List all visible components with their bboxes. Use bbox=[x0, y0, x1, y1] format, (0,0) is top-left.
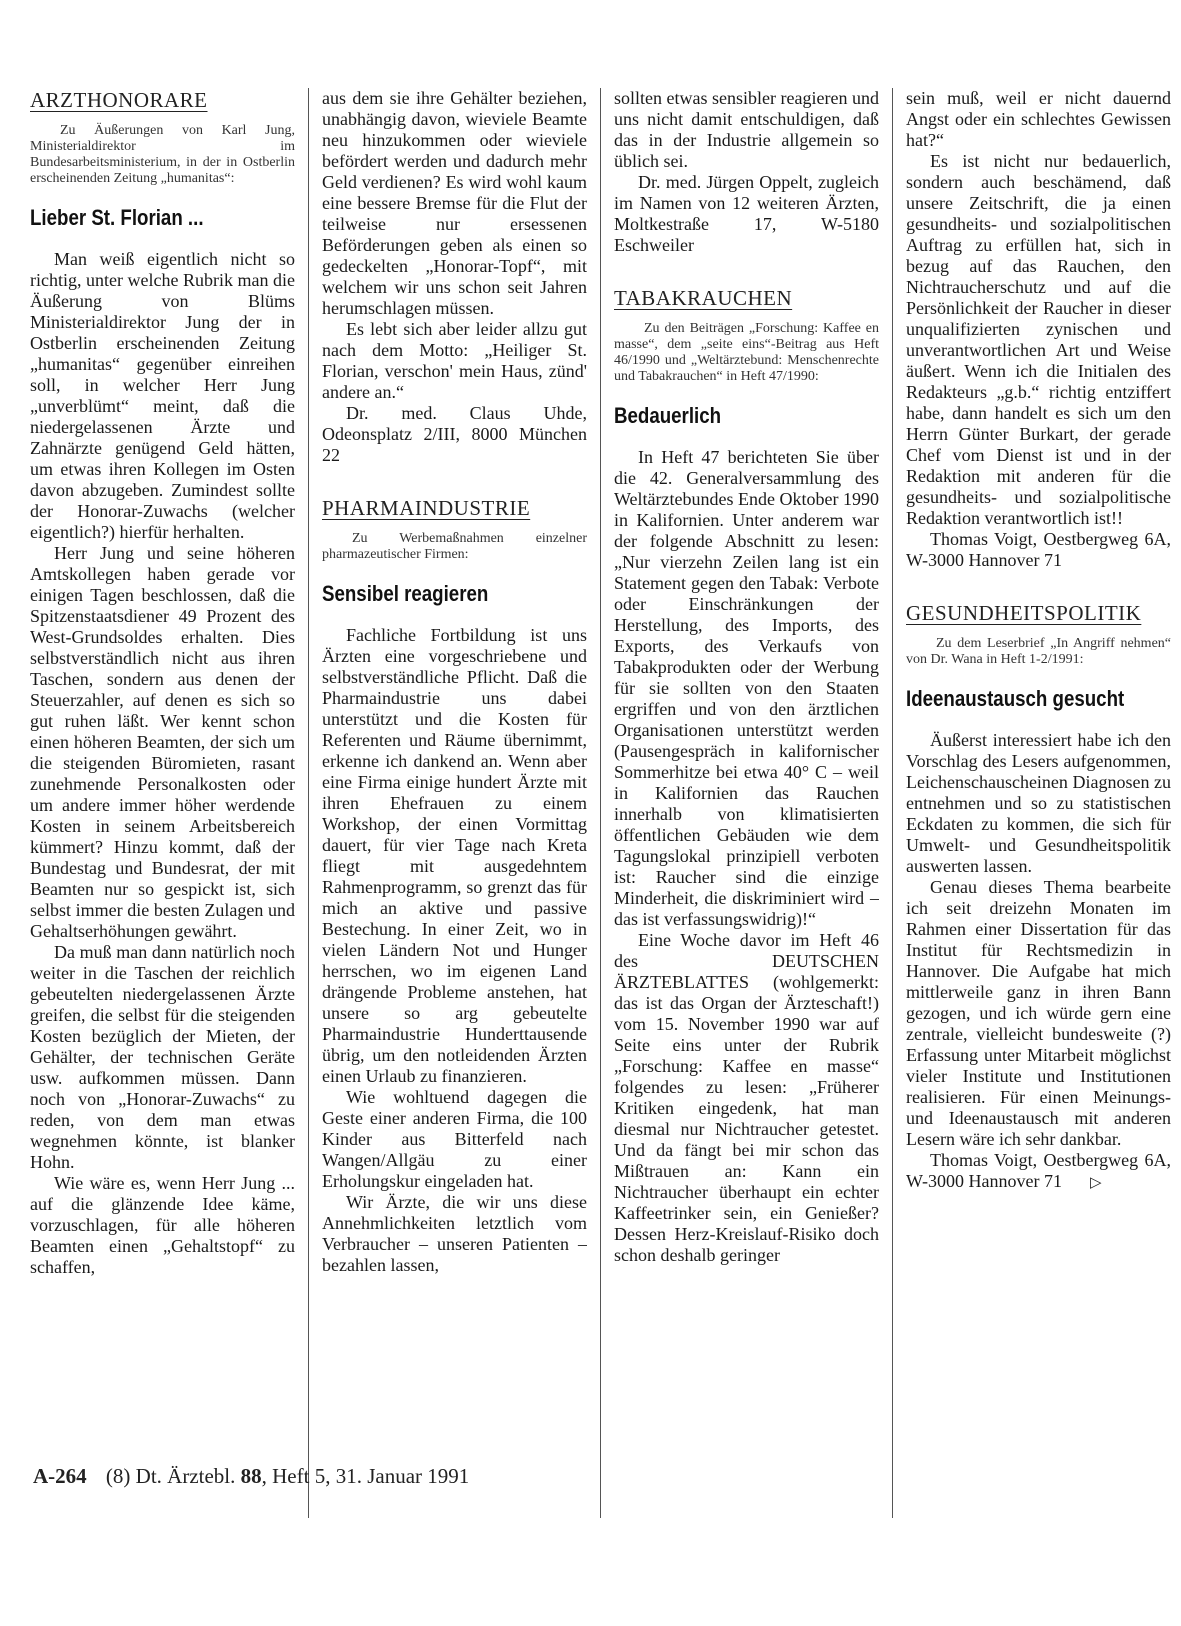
paragraph: Wir Ärzte, die wir uns diese Annehmlichkeiten letztlich vom Verbraucher – unseren Patienten – bezahlen lassen, bbox=[322, 1192, 587, 1275]
column-divider bbox=[308, 88, 309, 1518]
paragraph: Es ist nicht nur bedauerlich, sondern auch beschämend, daß unsere Zeitschrift, die ja einen gesundheits- und sozialpolitischen Auftrag zu erfüllen hat, sich in bezug auf das Rauchen, den Nichtraucherschutz und auf die Persönlichkeit der Raucher in dieser unqualifizierten zynischen und unverantwortlichen Art und Weise äußert. Wenn ich die Initialen des Redakteurs „g.b.“ richtig entziffert habe, dann handelt es sich um den Herrn Günter Burkart, der gerade Chef vom Dienst ist und in der Redaktion mit anderen für die gesundheits- und sozialpolitische Redaktion verantwortlich ist!! bbox=[906, 151, 1171, 528]
column-1 bbox=[30, 88, 295, 1518]
paragraph: sollten etwas sensibler reagieren und uns nicht damit entschuldigen, daß das in der Industrie allgemein so üblich sei. bbox=[614, 88, 879, 171]
column-2 bbox=[322, 88, 587, 1518]
paragraph: In Heft 47 berichteten Sie über die 42. Generalversammlung des Weltärztebundes Ende Oktober 1990 in Kalifornien. Unter anderem war der folgende Abschnitt zu lesen: „Nur vierzehn Zeilen lang ist ein Statement gegen den Tabak: Verbote oder Einschränkungen der Herstellung, des Imports, des Exports, des Verkaufs von Tabakprodukten oder der Werbung für sie sollten von den Staaten ergriffen und von den ärztlichen Organisationen unterstützt werden (Pausengespräch in kalifornischer Sommerhitze bei etwa 40° C – weil in Kalifornien das Rauchen innerhalb von klimatisierten öffentlichen Gebäuden wie dem Tagungslokal prinzipiell verboten ist: Raucher sind die einzige Minderheit, die diskriminiert wird – das ist verfassungswidrig)!“ bbox=[614, 447, 879, 929]
paragraph: Wie wohltuend dagegen die Geste einer anderen Firma, die 100 Kinder aus Bitterfeld nach Wangen/Allgäu zu einer Erholungskur eingeladen hat. bbox=[322, 1087, 587, 1191]
paragraph: Es lebt sich aber leider allzu gut nach dem Motto: „Heiliger St. Florian, verschon' mein Haus, zünd' andere an.“ bbox=[322, 319, 587, 402]
journal-volume: 88 bbox=[240, 1464, 262, 1488]
journal-issue-prefix: (8) Dt. Ärztebl. bbox=[105, 1464, 236, 1488]
signature-voigt-text: Thomas Voigt, Oestbergweg 6A, W-3000 Hannover 71 bbox=[906, 1150, 1171, 1191]
headline-lieber-st-florian: Lieber St. Florian ... bbox=[30, 205, 204, 230]
paragraph: Genau dieses Thema bearbeite ich seit dreizehn Monaten im Rahmen einer Dissertation für das Institut für Rechtsmedizin in Hannover. Die Aufgabe hat mich mittlerweile ganz in ihren Bann gezogen, und ich würde gern eine zentrale, vielleicht bundesweite (?) Erfassung unter Mitarbeit möglichst vieler Institute und Institutionen realisieren. Für einen Meinungs- und Ideenaustausch mit anderen Lesern wäre ich sehr dankbar. bbox=[906, 877, 1171, 1149]
intro-pharmaindustrie: Zu Werbemaßnahmen einzelner pharmazeutischer Firmen: bbox=[322, 531, 587, 562]
column-divider bbox=[600, 88, 601, 1518]
headline-ideenaustausch-gesucht: Ideenaustausch gesucht bbox=[906, 686, 1125, 711]
headline-sensibel-reagieren: Sensibel reagieren bbox=[322, 581, 489, 606]
headline-bedauerlich: Bedauerlich bbox=[614, 403, 722, 428]
paragraph: aus dem sie ihre Gehälter beziehen, unabhängig davon, wieviele Beamte neu hinzukommen oder wieviele befördert werden und dadurch mehr Geld verdienen? Es wird wohl kaum eine bessere Bremse für die Flut der teilweise nur ersessenen Beförderungen geben als einen so gedeckelten „Honorar-Topf“, mit welchem wir uns schon seit Jahren herumschlagen müssen. bbox=[322, 88, 587, 318]
intro-arzthonorare: Zu Äußerungen von Karl Jung, Ministerialdirektor im Bundesarbeitsministerium, in der in Ostberlin erscheinenden Zeitung „humanitas“: bbox=[30, 123, 295, 186]
paragraph: Eine Woche davor im Heft 46 des DEUTSCHEN ÄRZTEBLATTES (wohlgemerkt: das ist das Organ der Ärzteschaft!) vom 15. November 1990 war auf Seite eins unter der Rubrik „Forschung: Kaffee en masse“ folgendes zu lesen: „Früherer Kritiken eingedenk, hat man diesmal nur Nichtraucher getestet. Und da fängt bei mir schon das Mißtrauen an: Kann ein Nichtraucher überhaupt ein echter Kaffeetrinker sein, ein Genießer? Dessen Herz-Kreislauf-Risiko doch schon deshalb geringer bbox=[614, 930, 879, 1265]
signature-voigt bbox=[906, 1150, 1171, 1194]
intro-tabakrauchen: Zu den Beiträgen „Forschung: Kaffee en masse“, dem „seite eins“-Beitrag aus Heft 46/1990 und „Weltärztebund: Menschenrechte und Tabakrauchen“ in Heft 47/1990: bbox=[614, 321, 879, 384]
journal-issue-suffix: , Heft 5, 31. Januar 1991 bbox=[261, 1464, 470, 1488]
signature-uhde: Dr. med. Claus Uhde, Odeonsplatz 2/III, 8000 München 22 bbox=[322, 403, 587, 465]
column-divider bbox=[892, 88, 893, 1518]
paragraph: Da muß man dann natürlich noch weiter in die Taschen der reichlich gebeutelten niedergelassenen Ärzte greifen, die selbst für die steigenden Kosten bezüglich der Mieten, der Gehälter, der technischen Geräte usw. aufkommen müssen. Dann noch von „Honorar-Zuwachs“ zu reden, von dem man etwas wegnehmen könnte, ist blanker Hohn. bbox=[30, 942, 295, 1172]
paragraph: sein muß, weil er nicht dauernd Angst oder ein schlechtes Gewissen hat?“ bbox=[906, 88, 1171, 150]
paragraph: Herr Jung und seine höheren Amtskollegen haben gerade vor einigen Tagen beschlossen, daß die Spitzenstaatsdiener 49 Prozent des West-Grundsoldes erhalten. Dies selbstverständlich nicht aus ihren Taschen, sondern aus denen der Steuerzahler, auf denen es sich so gut ruhen läßt. Wer kennt schon einen höheren Beamten, der sich um die steigenden Büromieten, rasant zunehmende Personalkosten oder um andere immer höher werdende Kosten in seinem Arbeitsbereich kümmert? Hinzu kommt, daß der Bundestag und Bundesrat, der mit Beamten nur so gespickt ist, sich selbst immer die besten Zulagen und Gehaltserhöhungen gewährt. bbox=[30, 543, 295, 941]
paragraph: Fachliche Fortbildung ist uns Ärzten eine vorgeschriebene und selbstverständliche Pflicht. Daß die Pharmaindustrie uns dabei unterstützt und die Kosten für Referenten und Räume übernimmt, erkenne ich dankend an. Wenn aber eine Firma einige hundert Ärzte mit ihren Ehefrauen zu einem Workshop, der einen Vormittag dauert, für vier Tage nach Kreta fliegt mit ausgedehntem Rahmenprogramm, so grenzt das für mich an aktive und passive Bestechung. In einer Zeit, wo in vielen Ländern Not und Hunger herrschen, wo im eigenen Land drängende Probleme anstehen, hat unsere so arg gebeutelte Pharmaindustrie Hunderttausende übrig, um den notleidenden Ärzten einen Urlaub zu finanzieren. bbox=[322, 625, 587, 1086]
page-number: A-264 bbox=[33, 1464, 87, 1488]
column-4 bbox=[906, 88, 1171, 1518]
paragraph: Äußerst interessiert habe ich den Vorschlag des Lesers aufgenommen, Leichenschauscheinen Diagnosen zu entnehmen und so zu statistischen Eckdaten zu kommen, die sich für Umwelt- und Gesundheitspolitik auswerten lassen. bbox=[906, 730, 1171, 876]
section-title-tabakrauchen: TABAKRAUCHEN bbox=[614, 286, 793, 310]
paragraph: Man weiß eigentlich nicht so richtig, unter welche Rubrik man die Äußerung von Blüms Ministerialdirektor Jung der in Ostberlin erscheinenden Zeitung „humanitas“ gegenüber einreihen soll, in welcher Herr Jung „unverblümt“ meint, daß die niedergelassenen Ärzte und Zahnärzte genügend Geld hätten, um etwas ihren Kollegen im Osten davon abzugeben. Zumindest sollte der Honorar-Zuwachs (welcher eigentlich?) hierfür herhalten. bbox=[30, 249, 295, 542]
section-title-arzthonorare: ARZTHONORARE bbox=[30, 88, 208, 112]
signature-attar: Thomas Voigt, Oestbergweg 6A, W-3000 Hannover 71 bbox=[906, 529, 1171, 570]
column-3 bbox=[614, 88, 879, 1518]
section-title-pharmaindustrie: PHARMAINDUSTRIE bbox=[322, 496, 531, 520]
intro-gesundheitspolitik: Zu dem Leserbrief „In Angriff nehmen“ von Dr. Wana in Heft 1-2/1991: bbox=[906, 636, 1171, 667]
page-footer bbox=[33, 1464, 469, 1489]
continue-arrow-icon: ▷ bbox=[1089, 1175, 1102, 1191]
section-title-gesundheitspolitik: GESUNDHEITSPOLITIK bbox=[906, 601, 1142, 625]
article-columns bbox=[30, 88, 1171, 1518]
signature-oppelt: Dr. med. Jürgen Oppelt, zugleich im Namen von 12 weiteren Ärzten, Moltkestraße 17, W-5180 Eschweiler bbox=[614, 172, 879, 255]
paragraph: Wie wäre es, wenn Herr Jung ... auf die glänzende Idee käme, vorzuschlagen, für alle höheren Beamten einen „Gehaltstopf“ zu schaffen, bbox=[30, 1173, 295, 1277]
